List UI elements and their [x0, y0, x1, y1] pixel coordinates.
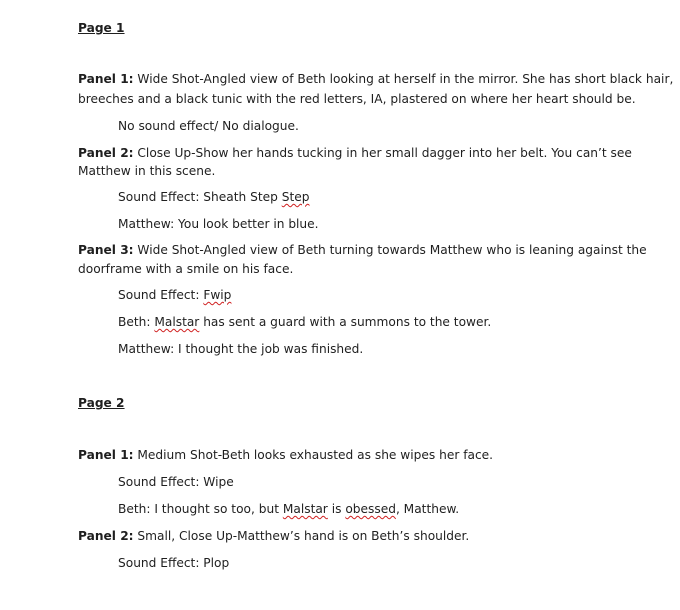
- panel-text: Medium Shot-Beth looks exhausted as she wipes her face.: [133, 448, 494, 462]
- page-2-heading: Page 2: [78, 396, 125, 410]
- spellcheck-flagged-word[interactable]: Malstar: [154, 315, 200, 329]
- dialogue-text: is: [327, 502, 346, 516]
- page2-panel1-beth: [118, 501, 459, 517]
- spellcheck-flagged-word[interactable]: Fwip: [203, 288, 232, 302]
- page1-panel3-line2: doorframe with a smile on his face.: [78, 262, 294, 276]
- page1-panel3-line1: [78, 242, 647, 258]
- page2-panel2-line1: [78, 528, 469, 544]
- page1-panel1-note: No sound effect/ No dialogue.: [118, 119, 299, 133]
- panel-text: Wide Shot-Angled view of Beth turning towards Matthew who is leaning against the: [133, 243, 647, 257]
- panel-label: Panel 1:: [78, 72, 134, 86]
- panel-text: Wide Shot-Angled view of Beth looking at herself in the mirror. She has short black hair,: [133, 72, 674, 86]
- page1-panel3-beth: [118, 314, 491, 330]
- sfx-text: Sound Effect:: [118, 288, 204, 302]
- page-1-heading: Page 1: [78, 21, 125, 35]
- page1-panel1-line1: [78, 71, 673, 87]
- page2-panel2-sfx: Sound Effect: Plop: [118, 556, 230, 570]
- page1-panel2-line2: Matthew in this scene.: [78, 164, 216, 178]
- panel-label: Panel 3:: [78, 243, 134, 257]
- page1-panel1-line2: breeches and a black tunic with the red letters, IA, plastered on where her heart should be.: [78, 92, 636, 106]
- page1-panel2-dialogue: Matthew: You look better in blue.: [118, 217, 319, 231]
- page2-panel1-line1: [78, 447, 493, 463]
- spellcheck-flagged-word[interactable]: Step: [281, 190, 310, 204]
- page1-panel3-sfx: [118, 287, 231, 303]
- spellcheck-flagged-word[interactable]: obessed: [345, 502, 396, 516]
- dialogue-text: , Matthew.: [395, 502, 460, 516]
- page1-panel2-sfx: [118, 189, 309, 205]
- page2-panel1-sfx: Sound Effect: Wipe: [118, 475, 234, 489]
- sfx-text: Sound Effect: Sheath Step: [118, 190, 282, 204]
- spellcheck-flagged-word[interactable]: Malstar: [282, 502, 328, 516]
- panel-label: Panel 2:: [78, 529, 134, 543]
- dialogue-text: has sent a guard with a summons to the tower.: [199, 315, 492, 329]
- panel-label: Panel 1:: [78, 448, 134, 462]
- panel-text: Small, Close Up-Matthew’s hand is on Beth’s shoulder.: [133, 529, 470, 543]
- page1-panel2-line1: [78, 145, 632, 161]
- panel-label: Panel 2:: [78, 146, 134, 160]
- panel-text: Close Up-Show her hands tucking in her small dagger into her belt. You can’t see: [133, 146, 632, 160]
- dialogue-text: Beth: I thought so too, but: [118, 502, 283, 516]
- page1-panel3-matthew: Matthew: I thought the job was finished.: [118, 342, 364, 356]
- dialogue-text: Beth:: [118, 315, 155, 329]
